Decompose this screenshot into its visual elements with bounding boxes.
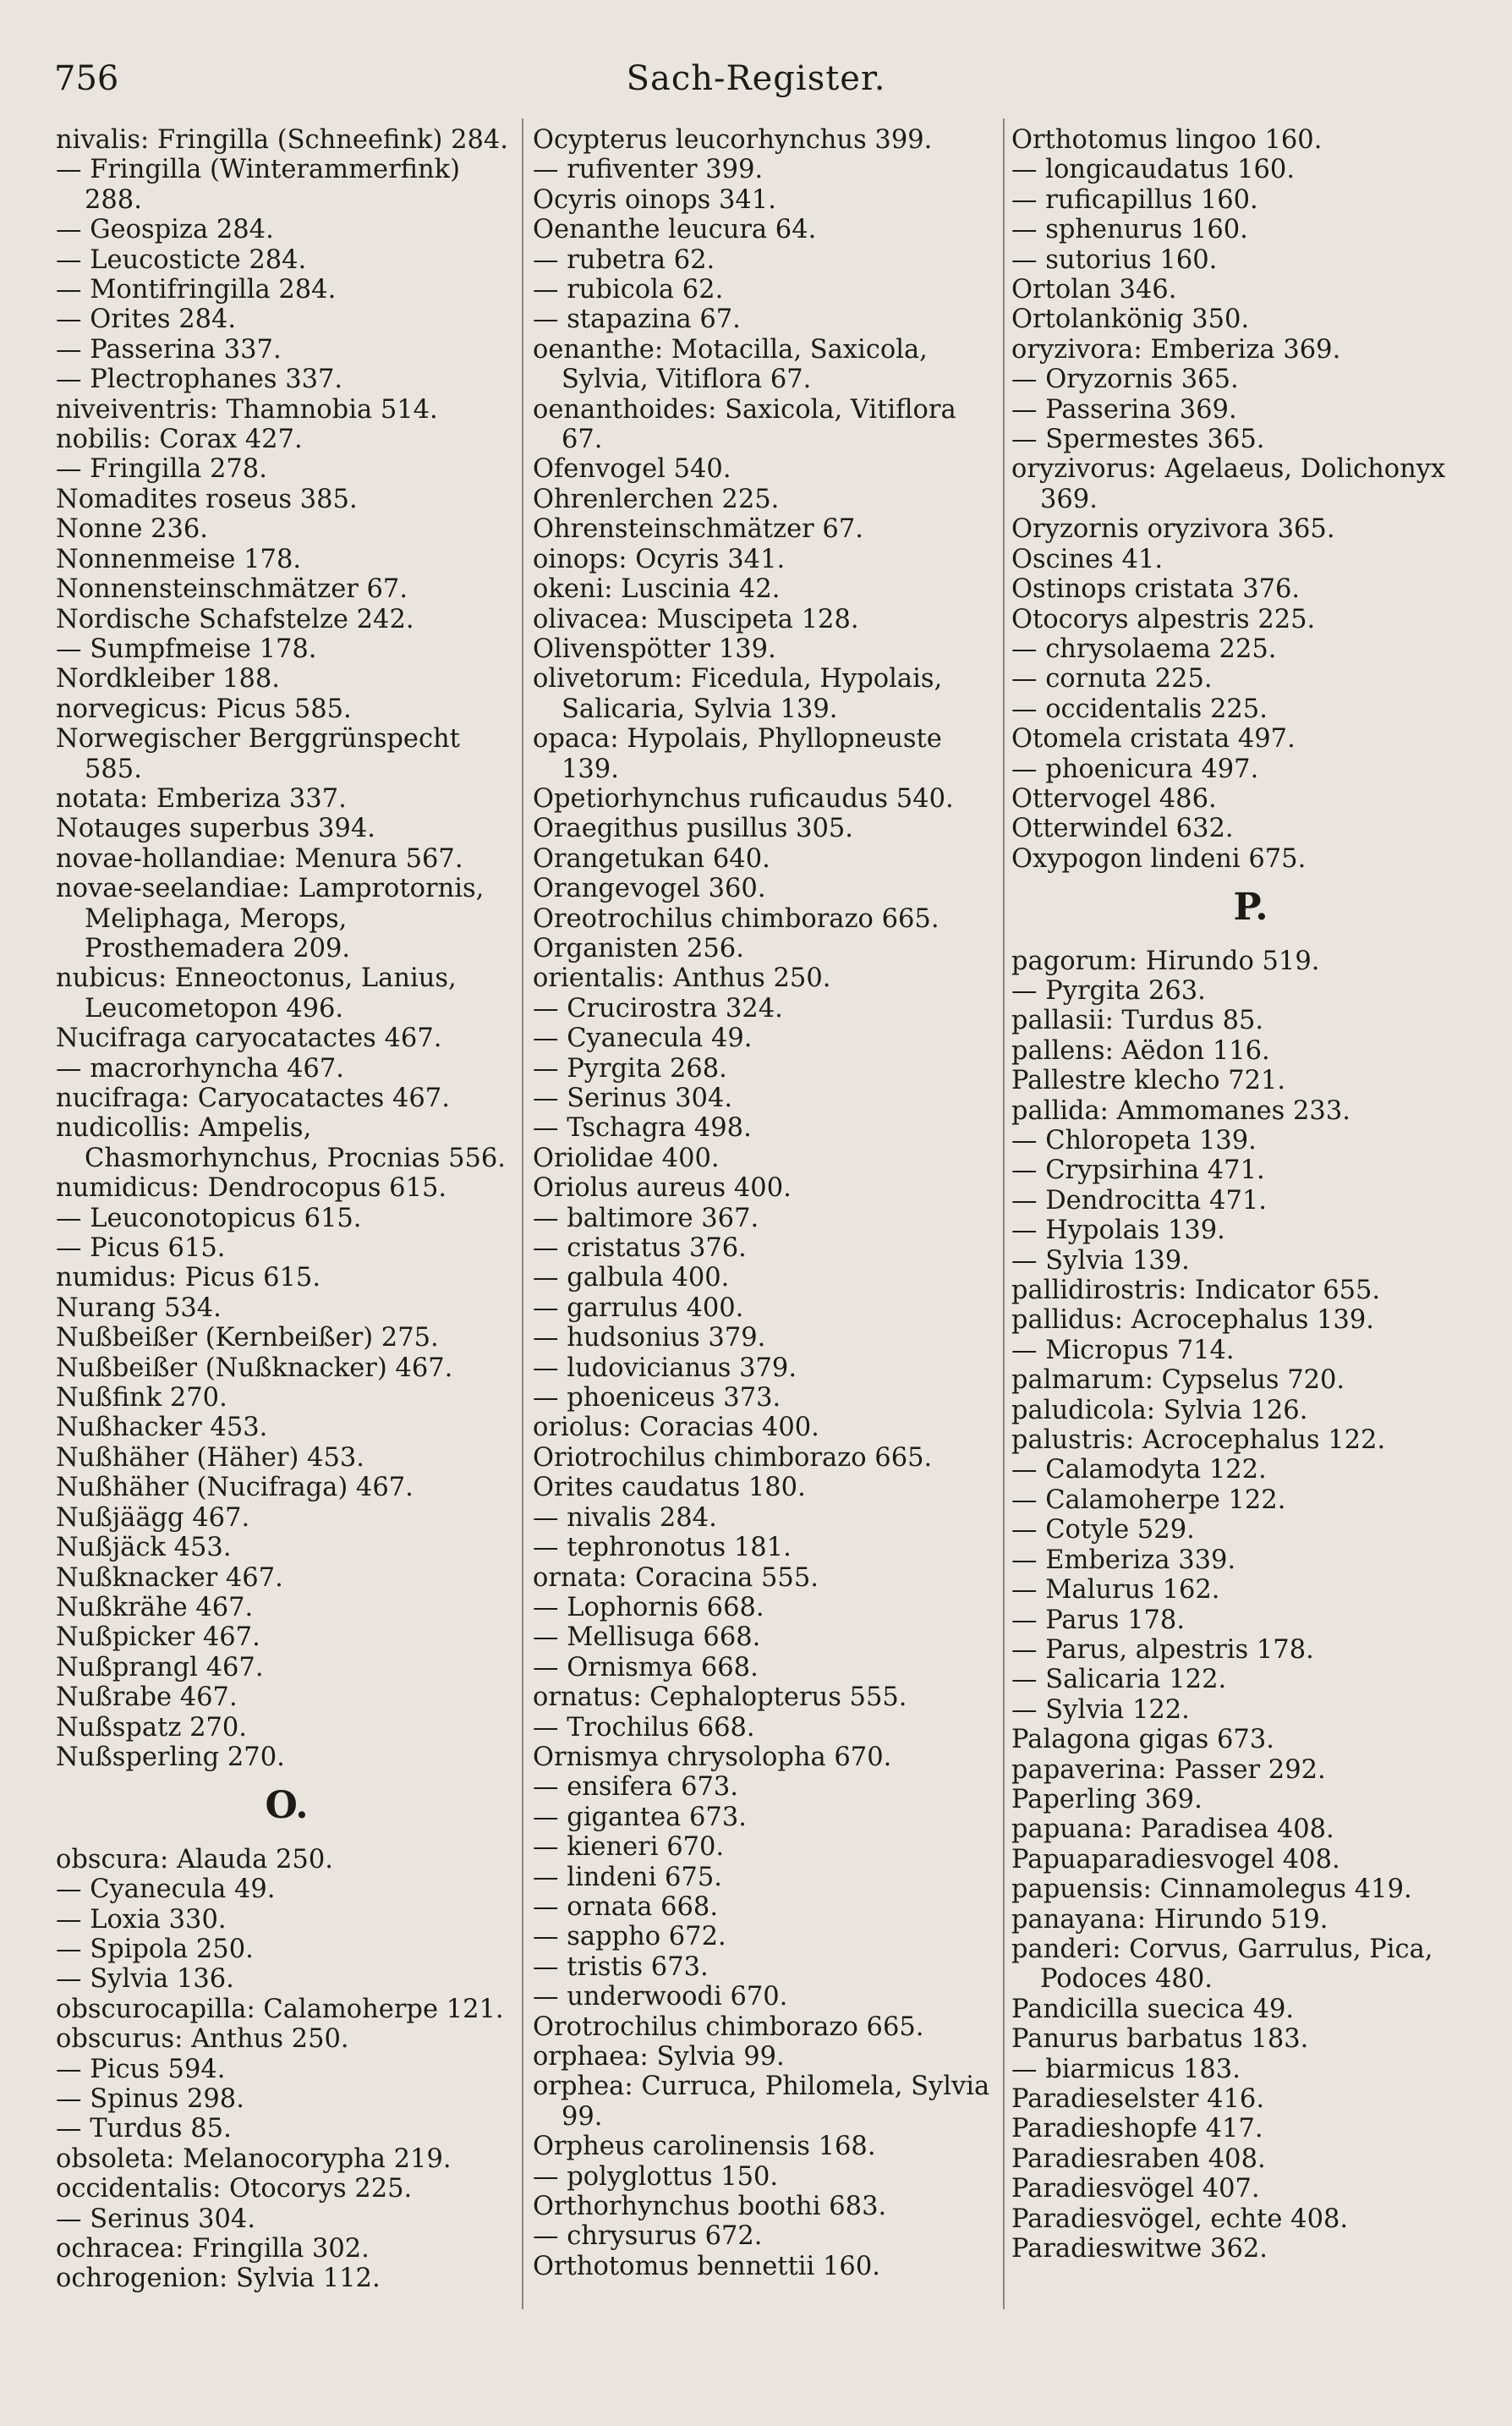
index-entry: Ohrenlerchen 225. <box>533 484 780 514</box>
index-entry: Ocypterus leucorhynchus 399. <box>533 125 933 155</box>
index-entry: Oenanthe leucura 64. <box>533 215 817 245</box>
index-entry: — Emberiza 339. <box>1011 1545 1236 1575</box>
index-entry: Nußrabe 467. <box>56 1682 238 1713</box>
index-entry: pallida: Ammomanes 233. <box>1011 1095 1350 1126</box>
index-entry: Ornismya chrysolopha 670. <box>533 1742 892 1772</box>
index-entry: — Dendrocitta 471. <box>1011 1185 1267 1216</box>
index-entry: — chrysolaema 225. <box>1011 634 1277 664</box>
index-entry: Pallestre klecho 721. <box>1011 1066 1286 1096</box>
index-entry: pagorum: Hirundo 519. <box>1011 946 1320 976</box>
index-entry: — Sylvia 136. <box>56 1964 234 1995</box>
index-entry: Ofenvogel 540. <box>533 454 731 485</box>
column-rule <box>522 118 523 2309</box>
index-entry: — biarmicus 183. <box>1011 2054 1241 2084</box>
index-entry: Otomela cristata 497. <box>1011 724 1296 755</box>
index-entry: Nußhäher (Nucifraga) 467. <box>56 1473 414 1503</box>
index-entry: Oriolidae 400. <box>533 1143 720 1173</box>
index-entry: Nordische Schafstelze 242. <box>56 604 414 634</box>
index-entry: — cornuta 225. <box>1011 664 1213 694</box>
index-entry: panayana: Hirundo 519. <box>1011 1904 1328 1935</box>
index-entry: Otocorys alpestris 225. <box>1011 604 1316 634</box>
index-entry: Nonne 236. <box>56 514 208 545</box>
index-entry: pallens: Aëdon 116. <box>1011 1035 1270 1066</box>
index-entry: — macrorhyncha 467. <box>56 1053 344 1084</box>
index-entry: — Mellisuga 668. <box>533 1622 761 1653</box>
index-entry: — occidentalis 225. <box>1011 694 1268 724</box>
index-entry: — Hypolais 139. <box>1011 1216 1225 1246</box>
index-entry: palustris: Acrocephalus 122. <box>1011 1425 1386 1456</box>
index-entry: nudicollis: Ampelis, Chasmorhynchus, Procnias 556. <box>56 1113 506 1173</box>
index-entry: — Salicaria 122. <box>1011 1665 1227 1695</box>
index-entry: — hudsonius 379. <box>533 1323 766 1353</box>
index-entry: papuana: Paradisea 408. <box>1011 1814 1334 1845</box>
index-entry: — Parus, alpestris 178. <box>1011 1634 1314 1665</box>
index-entry: — Cyanecula 49. <box>56 1874 276 1905</box>
index-entry: Organisten 256. <box>533 933 744 963</box>
index-entry: — ornata 668. <box>533 1891 719 1922</box>
index-entry: nobilis: Corax 427. <box>56 425 303 455</box>
index-entry: Nonnensteinschmätzer 67. <box>56 574 408 605</box>
index-entry: — chrysurus 672. <box>533 2221 763 2252</box>
index-entry: Paradiesvögel 407. <box>1011 2174 1260 2204</box>
index-entry: Nußbeißer (Kernbeißer) 275. <box>56 1323 439 1353</box>
index-entry: — Passerina 337. <box>56 334 282 365</box>
index-entry: orphea: Curruca, Philomela, Sylvia 99. <box>533 2072 990 2132</box>
index-entry: — tephronotus 181. <box>533 1533 792 1563</box>
section-letter-heading: P. <box>1233 886 1268 930</box>
index-entry: — ensifera 673. <box>533 1772 739 1803</box>
index-entry: — Ornismya 668. <box>533 1652 759 1682</box>
index-entry: — Tschagra 498. <box>533 1113 752 1144</box>
index-entry: — Sumpfmeise 178. <box>56 634 317 664</box>
index-entry: — lindeni 675. <box>533 1862 722 1892</box>
index-entry: Nonnenmeise 178. <box>56 544 302 574</box>
index-entry: — Leuconotopicus 615. <box>56 1203 362 1233</box>
index-entry: numidus: Picus 615. <box>56 1263 321 1293</box>
index-entry: Nordkleiber 188. <box>56 664 280 694</box>
index-entry: oenanthoides: Saxicola, Vitiflora 67. <box>533 394 956 455</box>
index-entry: Orthotomus bennettii 160. <box>533 2251 880 2281</box>
index-entry: — Spinus 298. <box>56 2084 244 2114</box>
index-entry: — Malurus 162. <box>1011 1575 1220 1605</box>
index-entry: Ortolankönig 350. <box>1011 305 1250 335</box>
index-entry: — ludovicianus 379. <box>533 1353 797 1383</box>
index-entry: Nußhäher (Häher) 453. <box>56 1442 364 1473</box>
index-entry: — Pyrgita 268. <box>533 1053 727 1084</box>
index-entry: oryzivorus: Agelaeus, Dolichonyx 369. <box>1011 454 1446 514</box>
index-entry: Papuaparadiesvogel 408. <box>1011 1844 1340 1874</box>
index-entry: — Calamodyta 122. <box>1011 1455 1267 1485</box>
index-entry: Pandicilla suecica 49. <box>1011 1994 1295 2024</box>
index-entry: — Micropus 714. <box>1011 1335 1235 1365</box>
running-head: Sach-Register. <box>626 59 886 98</box>
index-column-2 <box>533 125 1000 2281</box>
index-entry: norvegicus: Picus 585. <box>56 694 352 724</box>
index-entry: Orangetukan 640. <box>533 843 770 874</box>
index-entry: — Trochilus 668. <box>533 1712 755 1743</box>
index-entry: palmarum: Cypselus 720. <box>1011 1365 1345 1396</box>
index-entry: Nußhacker 453. <box>56 1413 268 1443</box>
index-entry: — Loxia 330. <box>56 1904 227 1935</box>
index-entry: — underwoodi 670. <box>533 1982 788 2012</box>
index-entry: obscurocapilla: Calamoherpe 121. <box>56 1994 504 2024</box>
index-entry: Paradieselster 416. <box>1011 2084 1265 2114</box>
index-entry: opaca: Hypolais, Phyllopneuste 139. <box>533 724 942 784</box>
index-entry: Nußkrähe 467. <box>56 1592 254 1622</box>
index-entry: — Turdus 85. <box>56 2114 232 2144</box>
index-entry: paludicola: Sylvia 126. <box>1011 1395 1308 1425</box>
index-entry: notata: Emberiza 337. <box>56 783 347 814</box>
index-entry: olivacea: Muscipeta 128. <box>533 604 859 634</box>
index-entry: niveiventris: Thamnobia 514. <box>56 394 438 425</box>
index-entry: papaverina: Passer 292. <box>1011 1754 1326 1785</box>
index-entry: Palagona gigas 673. <box>1011 1725 1274 1755</box>
index-entry: — rubicola 62. <box>533 275 724 305</box>
index-entry: — kieneri 670. <box>533 1832 725 1863</box>
index-entry: Olivenspötter 139. <box>533 634 776 664</box>
index-entry: — Sylvia 139. <box>1011 1245 1190 1276</box>
index-entry: — cristatus 376. <box>533 1233 747 1264</box>
index-entry: — Cyanecula 49. <box>533 1024 753 1054</box>
index-entry: Paradiesraben 408. <box>1011 2143 1266 2174</box>
index-entry: Oscines 41. <box>1011 544 1164 574</box>
index-entry: Orotrochilus chimborazo 665. <box>533 2012 924 2042</box>
index-entry: obscura: Alauda 250. <box>56 1844 333 1874</box>
index-entry: Orthotomus lingoo 160. <box>1011 125 1323 155</box>
index-entry: — ruficapillus 160. <box>1011 184 1258 215</box>
index-column-3 <box>1011 125 1490 2264</box>
index-entry: — Picus 615. <box>56 1233 226 1264</box>
index-entry: — tristis 673. <box>533 1951 709 1982</box>
index-entry: nivalis: Fringilla (Schneefink) 284. <box>56 125 508 155</box>
index-entry: — sappho 672. <box>533 1922 726 1952</box>
index-entry: Otterwindel 632. <box>1011 814 1234 844</box>
index-entry: Nomadites roseus 385. <box>56 484 358 514</box>
index-entry: orientalis: Anthus 250. <box>533 963 831 994</box>
index-entry: — Crucirostra 324. <box>533 993 783 1024</box>
index-entry: Ostinops cristata 376. <box>1011 574 1301 605</box>
index-entry: — Serinus 304. <box>533 1084 733 1113</box>
column-rule <box>1003 118 1005 2309</box>
index-entry: Orangevogel 360. <box>533 874 766 904</box>
index-entry: — gigantea 673. <box>533 1802 747 1832</box>
index-entry: — rubetra 62. <box>533 244 715 275</box>
index-entry: okeni: Luscinia 42. <box>533 574 781 605</box>
index-entry: — Parus 178. <box>1011 1605 1186 1635</box>
index-entry: — Lophornis 668. <box>533 1592 764 1622</box>
index-entry: — phoenicura 497. <box>1011 754 1259 784</box>
index-entry: Panurus barbatus 183. <box>1011 2024 1309 2055</box>
index-entry: Paradiesvögel, echte 408. <box>1011 2204 1349 2234</box>
index-entry: pallidirostris: Indicator 655. <box>1011 1276 1381 1306</box>
index-entry: Nucifraga caryocatactes 467. <box>56 1024 442 1054</box>
index-entry: Orthorhynchus boothi 683. <box>533 2192 887 2222</box>
index-entry: panderi: Corvus, Garrulus, Pica, Podoces 480. <box>1011 1934 1433 1995</box>
index-entry: — stapazina 67. <box>533 305 741 335</box>
index-entry: Nußspatz 270. <box>56 1712 247 1743</box>
index-entry: Norwegischer Berggrünspecht 585. <box>56 724 460 784</box>
index-entry: numidicus: Dendrocopus 615. <box>56 1173 447 1204</box>
index-entry: — Leucosticte 284. <box>56 244 307 275</box>
index-entry: — Calamoherpe 122. <box>1011 1485 1286 1515</box>
index-entry: Nußjäägg 467. <box>56 1502 250 1533</box>
index-entry: oenanthe: Motacilla, Saxicola, Sylvia, Vitiflora 67. <box>533 334 928 395</box>
index-entry: nubicus: Enneoctonus, Lanius, Leucometopon 496. <box>56 963 457 1024</box>
index-entry: Ocyris oinops 341. <box>533 184 776 215</box>
index-entry: Nußjäck 453. <box>56 1533 232 1563</box>
index-entry: — Spermestes 365. <box>1011 425 1265 455</box>
index-entry: — Chloropeta 139. <box>1011 1126 1257 1155</box>
index-entry: oriolus: Coracias 400. <box>533 1413 819 1443</box>
index-entry: — Serinus 304. <box>56 2204 256 2234</box>
index-entry: novae-seelandiae: Lamprotornis, Meliphaga, Merops, Prosthemadera 209. <box>56 874 485 963</box>
index-entry: obscurus: Anthus 250. <box>56 2024 349 2055</box>
index-entry: Oriotrochilus chimborazo 665. <box>533 1442 933 1473</box>
index-entry: Paradieswitwe 362. <box>1011 2234 1268 2264</box>
section-letter-heading: O. <box>265 1784 309 1828</box>
index-entry: orphaea: Sylvia 99. <box>533 2042 785 2072</box>
index-entry: Nurang 534. <box>56 1293 222 1323</box>
index-entry: Oriolus aureus 400. <box>533 1173 792 1204</box>
index-entry: — garrulus 400. <box>533 1293 744 1323</box>
index-entry: Paradieshopfe 417. <box>1011 2114 1263 2144</box>
index-entry: Oraegithus pusillus 305. <box>533 814 853 844</box>
index-entry: Ortolan 346. <box>1011 275 1177 305</box>
index-entry: Oxypogon lindeni 675. <box>1011 843 1307 874</box>
page-number: 756 <box>54 59 119 98</box>
index-entry: — phoeniceus 373. <box>533 1383 781 1413</box>
index-entry: novae-hollandiae: Menura 567. <box>56 843 463 874</box>
index-entry: occidentalis: Otocorys 225. <box>56 2174 413 2204</box>
index-entry: ornatus: Cephalopterus 555. <box>533 1682 907 1713</box>
index-entry: ornata: Coracina 555. <box>533 1562 819 1593</box>
index-entry: — Picus 594. <box>56 2054 226 2084</box>
index-entry: obsoleta: Melanocorypha 219. <box>56 2143 452 2174</box>
index-entry: Ottervogel 486. <box>1011 783 1217 814</box>
index-entry: ochracea: Fringilla 302. <box>56 2234 370 2264</box>
index-entry: — Oryzornis 365. <box>1011 365 1239 395</box>
index-entry: Nußsperling 270. <box>56 1742 285 1772</box>
index-entry: — Passerina 369. <box>1011 394 1237 425</box>
index-entry: pallasii: Turdus 85. <box>1011 1006 1264 1036</box>
index-entry: Nußknacker 467. <box>56 1562 283 1593</box>
index-entry: — Geospiza 284. <box>56 215 274 245</box>
index-entry: — sphenurus 160. <box>1011 215 1248 245</box>
index-entry: — Pyrgita 263. <box>1011 975 1206 1006</box>
index-entry: ochrogenion: Sylvia 112. <box>56 2264 381 2294</box>
index-entry: — nivalis 284. <box>533 1502 717 1533</box>
index-entry: — polyglottus 150. <box>533 2161 779 2192</box>
index-entry: Orpheus carolinensis 168. <box>533 2132 876 2162</box>
index-entry: — Fringilla (Winterammerfink) 288. <box>56 155 461 215</box>
index-entry: — Cotyle 529. <box>1011 1515 1195 1545</box>
index-entry: — Crypsirhina 471. <box>1011 1155 1265 1186</box>
index-entry: Orites caudatus 180. <box>533 1473 806 1503</box>
index-entry: oinops: Ocyris 341. <box>533 544 786 574</box>
index-entry: Oreotrochilus chimborazo 665. <box>533 903 940 934</box>
index-entry: olivetorum: Ficedula, Hypolais, Salicaria, Sylvia 139. <box>533 664 943 724</box>
index-entry: nucifraga: Caryocatactes 467. <box>56 1084 450 1113</box>
index-entry: pallidus: Acrocephalus 139. <box>1011 1305 1374 1336</box>
index-entry: — galbula 400. <box>533 1263 730 1293</box>
index-entry: — Fringilla 278. <box>56 454 267 485</box>
index-entry: Ohrensteinschmätzer 67. <box>533 514 863 545</box>
index-entry: — Montifringilla 284. <box>56 275 337 305</box>
index-entry: — longicaudatus 160. <box>1011 155 1296 185</box>
index-entry: oryzivora: Emberiza 369. <box>1011 334 1341 365</box>
index-entry: — Sylvia 122. <box>1011 1694 1190 1725</box>
index-entry: — baltimore 367. <box>533 1203 759 1233</box>
index-entry: Nußprangl 467. <box>56 1652 264 1682</box>
index-entry: — Orites 284. <box>56 305 237 335</box>
index-entry: Opetiorhynchus ruficaudus 540. <box>533 783 954 814</box>
index-entry: — rufiventer 399. <box>533 155 764 185</box>
index-entry: Nußbeißer (Nußknacker) 467. <box>56 1353 453 1383</box>
index-entry: Oryzornis oryzivora 365. <box>1011 514 1335 545</box>
index-entry: — Spipola 250. <box>56 1934 254 1964</box>
index-entry: — sutorius 160. <box>1011 244 1218 275</box>
index-entry: papuensis: Cinnamolegus 419. <box>1011 1874 1412 1905</box>
index-entry: Nußfink 270. <box>56 1383 227 1413</box>
index-entry: Nußpicker 467. <box>56 1622 260 1653</box>
index-entry: Notauges superbus 394. <box>56 814 375 844</box>
index-entry: Paperling 369. <box>1011 1784 1202 1814</box>
index-column-1 <box>56 125 518 2294</box>
index-entry: — Plectrophanes 337. <box>56 365 343 395</box>
